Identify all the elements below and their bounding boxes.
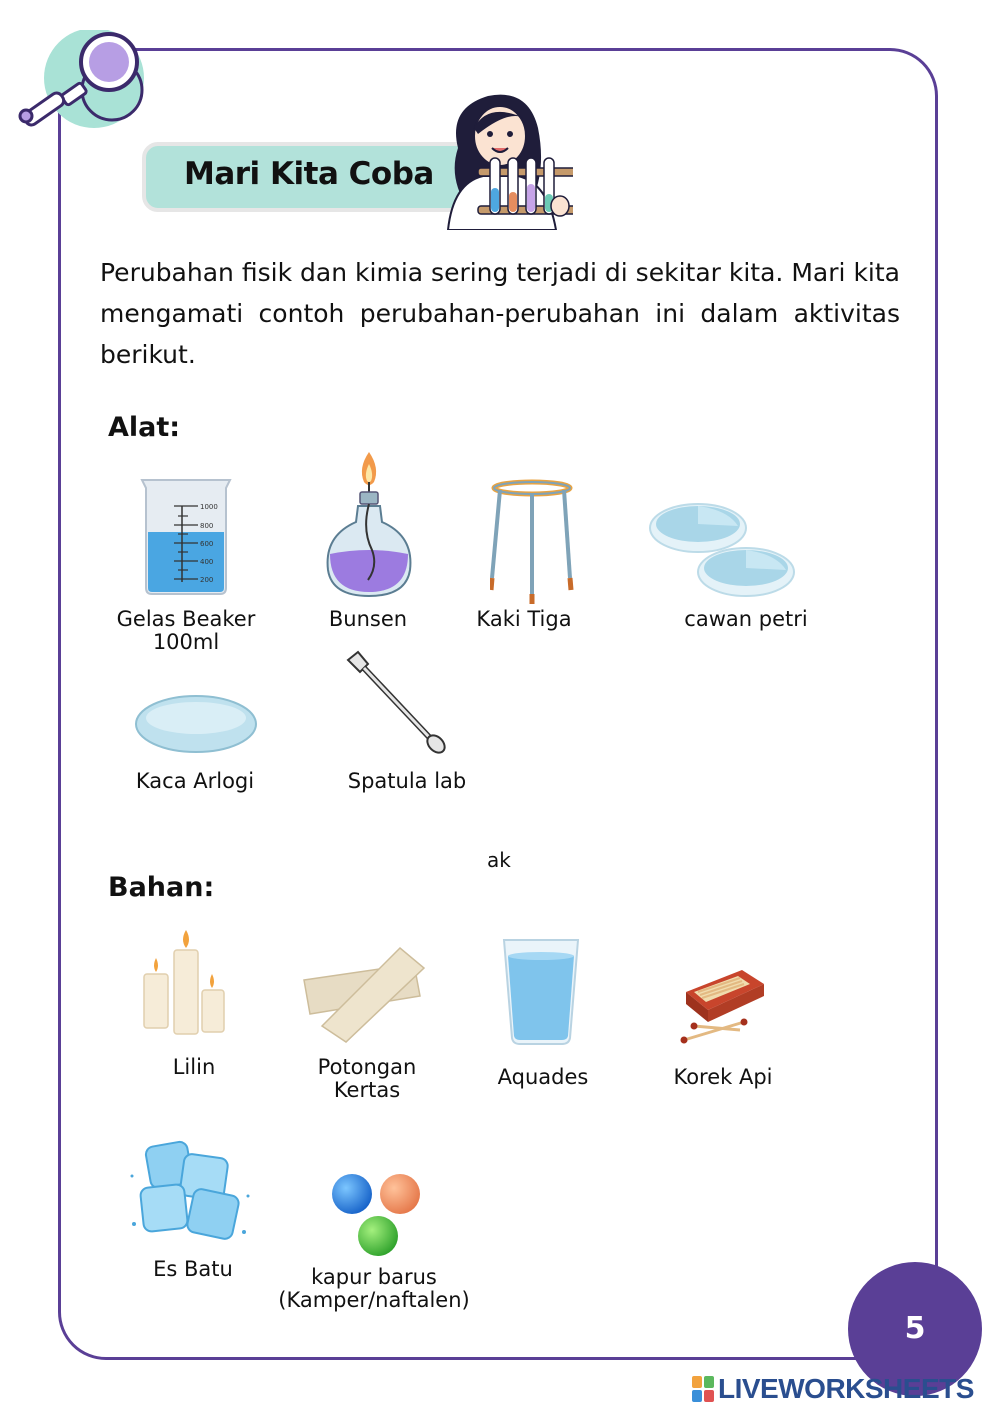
beaker-tick-label: 200: [200, 576, 214, 584]
scientist-illustration: [438, 88, 573, 230]
mothballs-label: kapur barus (Kamper/naftalen): [278, 1265, 470, 1312]
watch-glass-icon: [134, 694, 258, 754]
paper-strips-icon: [302, 946, 426, 1044]
liveworksheets-brand[interactable]: [692, 1372, 974, 1406]
beaker-label: Gelas Beaker 100ml: [116, 607, 256, 654]
paper-strips-label: Potongan Kertas: [317, 1055, 417, 1102]
bunsen-icon: [322, 450, 416, 600]
bahan-heading: Bahan:: [108, 872, 215, 903]
page-title: Mari Kita Coba: [184, 156, 434, 192]
beaker-tick-label: 1000: [200, 503, 218, 511]
liveworksheets-logo-icon: [692, 1376, 714, 1402]
stray-text: ak: [487, 848, 511, 872]
tripod-label: Kaki Tiga: [476, 607, 572, 631]
magnifier-icon: [14, 30, 144, 130]
alat-heading: Alat:: [108, 412, 181, 443]
ice-cubes-label: Es Batu: [153, 1257, 233, 1281]
water-glass-icon: [502, 934, 580, 1046]
spatula-icon: [344, 650, 450, 758]
petri-dish-icon: [648, 500, 796, 600]
bunsen-label: Bunsen: [328, 607, 408, 631]
intro-paragraph: Perubahan fisik dan kimia sering terjadi di sekitar kita. Mari kita mengamati contoh perubahan-perubahan ini dalam aktivitas berikut.: [100, 258, 900, 369]
matches-label: Korek Api: [673, 1065, 773, 1089]
liveworksheets-text: LIVEWORKSHEETS: [718, 1373, 974, 1404]
matches-icon: [680, 966, 768, 1046]
spatula-label: Spatula lab: [347, 769, 467, 793]
page-number: 5: [904, 1310, 926, 1346]
candles-label: Lilin: [172, 1055, 216, 1079]
petri-dish-label: cawan petri: [684, 607, 808, 631]
beaker-tick-label: 400: [200, 558, 214, 566]
beaker-tick-label: 600: [200, 540, 214, 548]
ice-cubes-icon: [128, 1136, 256, 1246]
beaker-icon: [138, 476, 234, 598]
tripod-icon: [490, 478, 574, 606]
candles-icon: [138, 928, 230, 1038]
watch-glass-label: Kaca Arlogi: [135, 769, 255, 793]
mothballs-icon: [330, 1172, 422, 1258]
water-glass-label: Aquades: [497, 1065, 589, 1089]
beaker-tick-label: 800: [200, 522, 214, 530]
